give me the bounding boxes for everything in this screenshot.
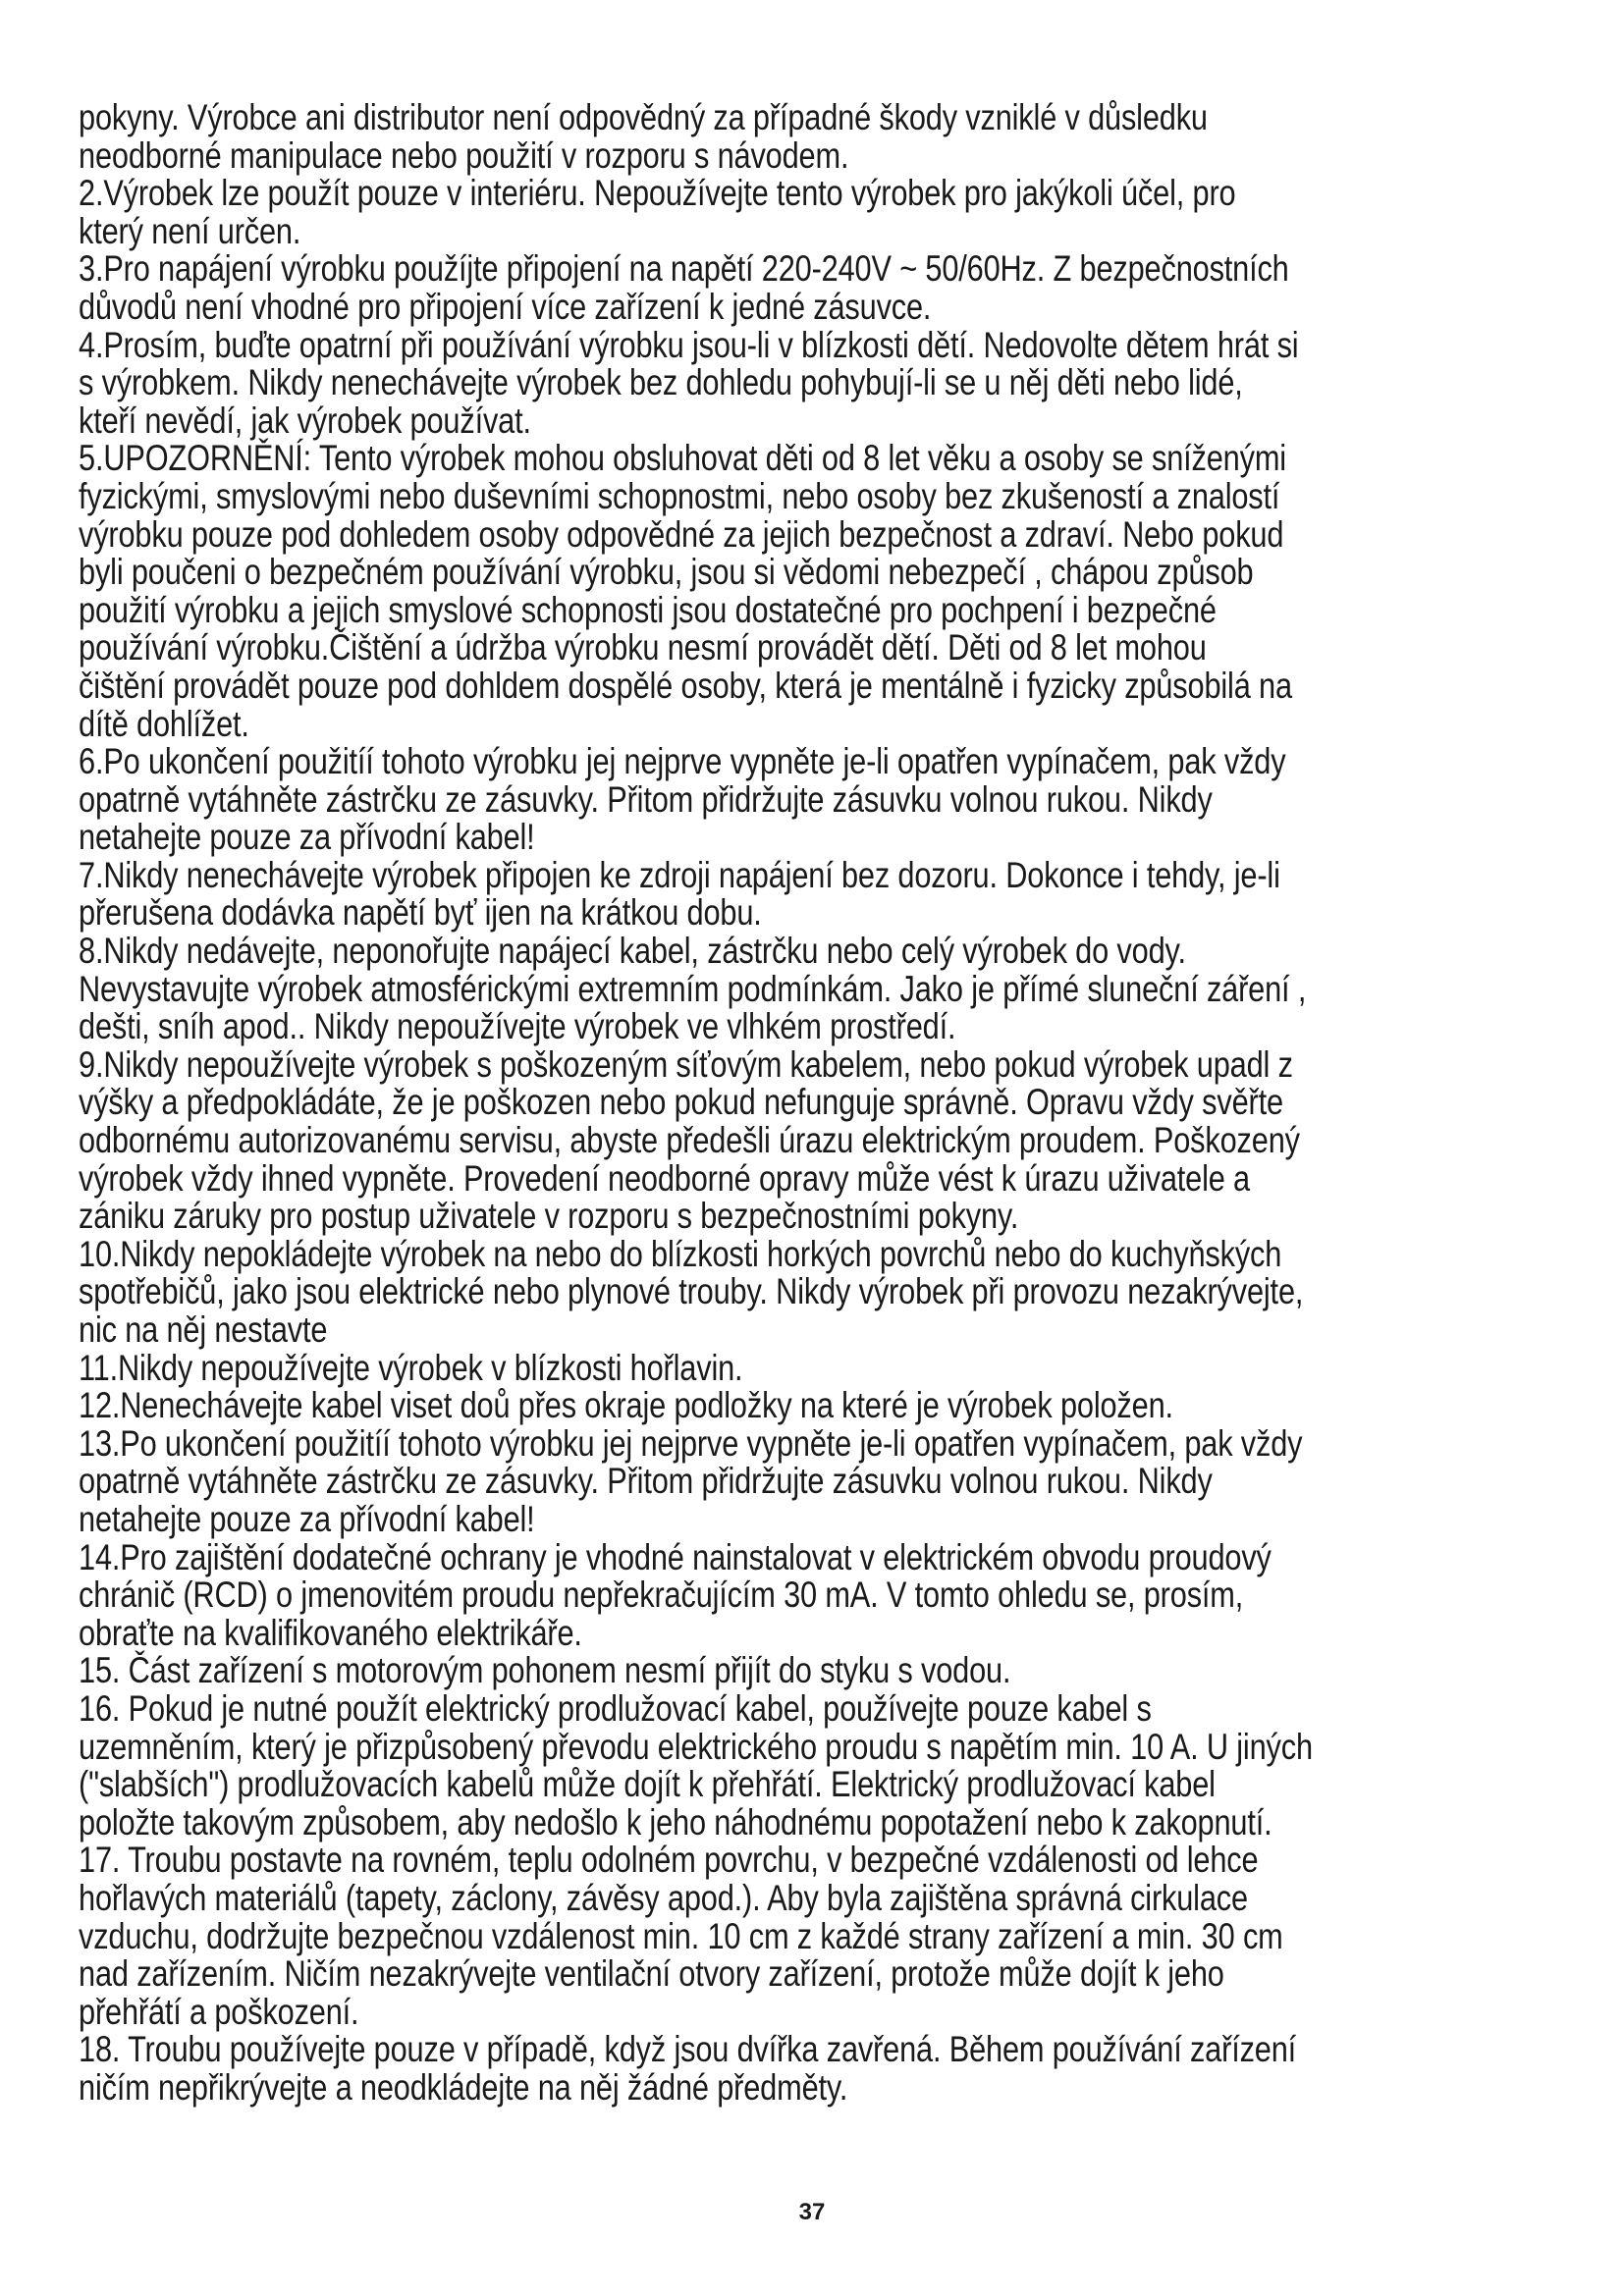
text-line: 12.Nenechávejte kabel viset doů přes okraje podložky na které je výrobek položen.	[79, 1384, 1173, 1426]
text-line: nic na něj nestavte	[79, 1308, 328, 1350]
text-line: vzduchu, dodržujte bezpečnou vzdálenost min. 10 cm z každé strany zařízení a min. 30 cm	[79, 1914, 1283, 1956]
text-line: výrobku pouze pod dohledem osoby odpovědné za jejich bezpečnost a zdraví. Nebo pokud	[79, 512, 1284, 555]
text-line: přehřátí a poškození.	[79, 1990, 359, 2032]
text-line: ("slabších") prodlužovacích kabelů může dojít k přehřátí. Elektrický prodlužovací kabel	[79, 1763, 1216, 1805]
text-line: ničím nepřikrývejte a neodkládejte na něj žádné předměty.	[79, 2065, 848, 2108]
page-number: 37	[798, 2199, 826, 2225]
text-line: 9.Nikdy nepoužívejte výrobek s poškozeným síťovým kabelem, nebo pokud výrobek upadl z	[79, 1042, 1293, 1085]
text-line: 16. Pokud je nutné použít elektrický prodlužovací kabel, používejte pouze kabel s	[79, 1686, 1152, 1729]
text-line: 11.Nikdy nepoužívejte výrobek v blízkosti hořlavin.	[79, 1346, 743, 1388]
text-line: 13.Po ukončení použitíí tohoto výrobku jej nejprve vypněte je-li opatřen vypínačem, pak vždy	[79, 1421, 1303, 1464]
text-line: opatrně vytáhněte zástrčku ze zásuvky. Přitom přidržujte zásuvku volnou rukou. Nikdy	[79, 777, 1213, 820]
text-line: pokyny. Výrobce ani distributor není odpovědný za případné škody vzniklé v důsledku	[79, 96, 1208, 137]
text-line: položte takovým způsobem, aby nedošlo k jeho náhodnému popotažení nebo k zakopnutí.	[79, 1800, 1272, 1842]
text-line: dítě dohlížet.	[79, 702, 249, 744]
text-line: neodborné manipulace nebo použití v rozporu s návodem.	[79, 133, 849, 176]
text-line: přerušena dodávka napětí byť ijen na krátkou dobu.	[79, 891, 762, 934]
text-line: použití výrobku a jejich smyslové schopnosti jsou dostatečné pro pochpení i bezpečné	[79, 588, 1217, 630]
text-line: 8.Nikdy nedávejte, neponořujte napájecí kabel, zástrčku nebo celý výrobek do vody.	[79, 930, 1186, 972]
text-line: 4.Prosím, buďte opatrní při používání výrobku jsou-li v blízkosti dětí. Nedovolte dětem hrát si	[79, 323, 1299, 365]
text-line: netahejte pouze za přívodní kabel!	[79, 816, 535, 858]
text-line: byli poučeni o bezpečném používání výrobku, jsou si vědomi nebezpečí , chápou způsob	[79, 551, 1254, 593]
text-line: který není určen.	[79, 209, 301, 251]
instructions-text-body	[79, 96, 1313, 2108]
text-line: spotřebičů, jako jsou elektrické nebo plynové trouby. Nikdy výrobek při provozu nezakrývejte,	[79, 1270, 1304, 1312]
text-line: zániku záruky pro postup uživatele v rozporu s bezpečnostními pokyny.	[79, 1195, 1019, 1237]
text-line: chránič (RCD) o jmenovitém proudu nepřekračujícím 30 mA. V tomto ohledu se, prosím,	[79, 1574, 1244, 1616]
text-line: odbornému autorizovanému servisu, abyste předešli úrazu elektrickým proudem. Poškozený	[79, 1119, 1300, 1161]
text-line: 10.Nikdy nepokládejte výrobek na nebo do blízkosti horkých povrchů nebo do kuchyňských	[79, 1232, 1282, 1274]
text-line: opatrně vytáhněte zástrčku ze zásuvky. Přitom přidržujte zásuvku volnou rukou. Nikdy	[79, 1460, 1213, 1502]
text-line: čištění provádět pouze pod dohldem dospělé osoby, která je mentálně i fyzicky způsobilá na	[79, 664, 1292, 706]
text-line: kteří nevědí, jak výrobek používat.	[79, 399, 531, 441]
text-line: 5.UPOZORNĚNÍ: Tento výrobek mohou obsluhovat děti od 8 let věku a osoby se sníženými	[79, 437, 1286, 479]
text-line: 6.Po ukončení použitíí tohoto výrobku jej nejprve vypněte je-li opatřen vypínačem, pak vždy	[79, 740, 1286, 782]
text-line: obraťte na kvalifikovaného elektrikáře.	[79, 1611, 582, 1653]
text-line: 17. Troubu postavte na rovném, teplu odolném povrchu, v bezpečné vzdálenosti od lehce	[79, 1839, 1259, 1881]
text-line: 2.Výrobek lze použít pouze v interiéru. Nepoužívejte tento výrobek pro jakýkoli účel, pro	[79, 172, 1236, 214]
text-line: 18. Troubu používejte pouze v případě, když jsou dvířka zavřená. Během používání zařízení	[79, 2028, 1297, 2070]
text-line: výšky a předpokládáte, že je poškozen nebo pokud nefunguje správně. Opravu vždy svěřte	[79, 1081, 1283, 1123]
text-line: s výrobkem. Nikdy nenechávejte výrobek bez dohledu pohybují-li se u něj děti nebo lidé,	[79, 361, 1243, 403]
text-line: nad zařízením. Ničím nezakrývejte ventilační otvory zařízení, protože může dojít k jeho	[79, 1952, 1224, 1995]
text-line: 15. Část zařízení s motorovým pohonem nesmí přijít do styku s vodou.	[79, 1649, 1011, 1691]
text-line: dešti, sníh apod.. Nikdy nepoužívejte výrobek ve vlhkém prostředí.	[79, 1005, 956, 1047]
text-line: Nevystavujte výrobek atmosférickými extremním podmínkám. Jako je přímé sluneční záření ,	[79, 967, 1307, 1009]
text-line: hořlavých materiálů (tapety, záclony, závěsy apod.). Aby byla zajištěna správná cirkulace	[79, 1876, 1248, 1918]
text-line: netahejte pouze za přívodní kabel!	[79, 1497, 535, 1539]
text-line: výrobek vždy ihned vypněte. Provedení neodborné opravy může vést k úrazu uživatele a	[79, 1156, 1250, 1199]
text-line: důvodů není vhodné pro připojení více zařízení k jedné zásuvce.	[79, 285, 932, 327]
text-line: 14.Pro zajištění dodatečné ochrany je vhodné nainstalovat v elektrickém obvodu proudový	[79, 1535, 1272, 1577]
text-line: uzemněním, který je přizpůsobený převodu elektrického proudu s napětím min. 10 A. U jiných	[79, 1725, 1313, 1767]
text-line: 7.Nikdy nenechávejte výrobek připojen ke zdroji napájení bez dozoru. Dokonce i tehdy, je-li	[79, 853, 1280, 895]
text-line: 3.Pro napájení výrobku použíjte připojení na napětí 220-240V ~ 50/60Hz. Z bezpečnostních	[79, 247, 1289, 290]
text-line: používání výrobku.Čištění a údržba výrobku nesmí provádět dětí. Děti od 8 let mohou	[79, 626, 1207, 668]
text-line: fyzickými, smyslovými nebo duševními schopnostmi, nebo osoby bez zkušeností a znalostí	[79, 474, 1280, 516]
